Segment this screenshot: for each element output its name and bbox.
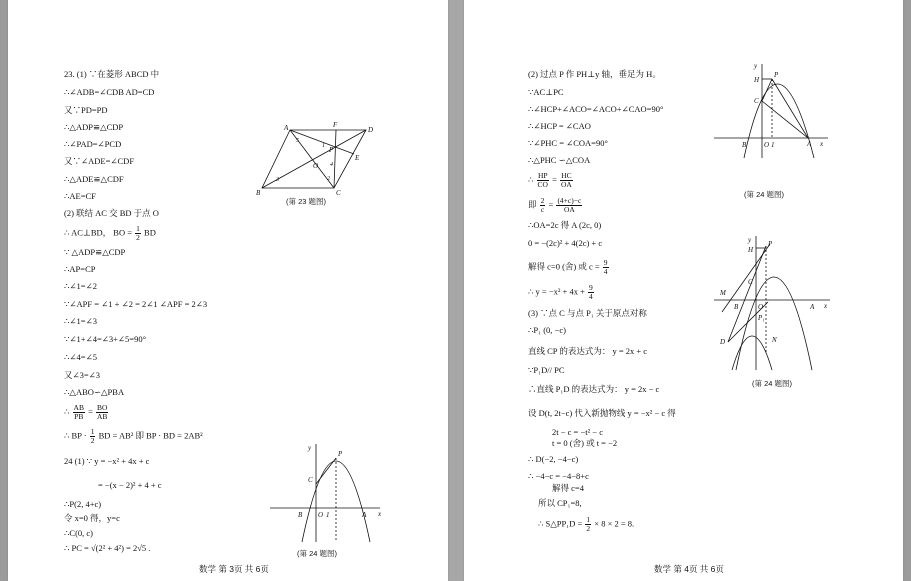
label-o: O [313, 162, 319, 170]
label-c: C [336, 189, 341, 197]
q24-line: 0 = −(2c)² + 4(2c) + c [528, 238, 603, 248]
text-run: ∴ AC⊥BD， BO = [64, 227, 135, 238]
figure-24-parabola [260, 438, 385, 546]
q23-line: 又∵PD=PD [64, 105, 108, 115]
segment-cf [334, 130, 336, 188]
shifted-parabola-curve [732, 336, 772, 370]
numerator: 2 [540, 196, 545, 205]
q24-line: t = 0 (舍) 或 t = −2 [552, 438, 618, 448]
q24-line: 设 D(t, 2t−c) 代入新抛物线 y = −x² − c 得 [528, 408, 676, 418]
numerator: 1 [586, 515, 591, 524]
label-c: C [754, 97, 759, 105]
q23-line: 23. (1) ∵在菱形 ABCD 中 [64, 69, 160, 79]
fraction [588, 284, 594, 301]
segment-cp [316, 458, 336, 484]
label-o: O [318, 511, 324, 519]
fraction [585, 516, 591, 533]
numerator: BO [97, 403, 108, 412]
label-m: M [720, 289, 726, 297]
text-run: = [546, 199, 556, 210]
numerator: HP [537, 171, 548, 180]
q23-line: ∴∠4=∠5 [64, 352, 97, 362]
figure-24-caption: (第 24 题图) [752, 379, 793, 388]
q23-line [64, 404, 109, 421]
label-p: P [768, 240, 773, 248]
q23-line: ∴AE=CF [64, 191, 96, 201]
q23-line: ∵ △ADP≌△CDP [64, 247, 126, 257]
fraction [90, 428, 96, 445]
text-run: ∴ y = −x² + 4x + [528, 286, 588, 297]
q23-line: ∴∠PAD=∠PCD [64, 139, 122, 149]
q24-line: ∴ D(−2, −4−c) [528, 454, 579, 464]
q23-line: ∴∠1=∠3 [64, 316, 97, 326]
q24-line: ∴∠HCP+∠ACO=∠ACO+∠CAO=90° [528, 104, 664, 114]
fraction [96, 404, 108, 421]
page-footer: 数学 第 4页 共 6页 [654, 564, 724, 574]
label-h: H [748, 246, 754, 254]
q24-line: ∵P₁D// PC [528, 365, 565, 375]
denominator: CO [537, 180, 548, 189]
text-run: ∴ S△PP₁D = [538, 518, 585, 529]
label-x: x [378, 510, 382, 518]
q24-line: = −(x − 2)² + 4 + c [98, 480, 162, 490]
q24-line [538, 516, 634, 533]
segment-dp [728, 246, 766, 342]
denominator: 4 [603, 267, 608, 276]
page-footer: 数学 第 3页 共 6页 [199, 564, 269, 574]
numerator: AB [73, 403, 84, 412]
angle-label: 3 [276, 177, 279, 183]
numerator: (4+c)−c [557, 196, 582, 205]
parabola-curve [302, 461, 370, 542]
q24-line [528, 172, 574, 189]
denominator: c [540, 205, 545, 214]
fraction [135, 225, 141, 242]
fraction [540, 197, 546, 214]
q23-line: ∴AP=CP [64, 264, 96, 274]
text-run: ∴ BP · [64, 430, 89, 441]
q24-line: 令 x=0 得，y=c [64, 513, 120, 523]
label-n: N [772, 336, 777, 344]
text-run: ∴ [64, 406, 72, 417]
parabola-curve [744, 84, 814, 158]
text-run: × 8 × 2 = 8. [592, 518, 635, 529]
numerator: 1 [136, 224, 140, 233]
text-run: 解得 c=0 (舍) 或 c = [528, 261, 602, 272]
denominator: OA [561, 180, 572, 189]
fraction [73, 404, 85, 421]
label-p: P [338, 450, 343, 458]
figure-23-rhombus [256, 118, 386, 198]
figure-23-caption: (第 23 题图) [286, 197, 327, 206]
numerator: 9 [589, 283, 593, 292]
viewer-page-gap [448, 0, 464, 581]
q24-line: 直线 CP 的表达式为： y = 2x + c [528, 346, 648, 356]
label-p: P [329, 146, 334, 154]
denominator: PB [74, 412, 84, 421]
label-c: C [748, 278, 753, 286]
page-3 [8, 0, 448, 581]
q24-line: ∴直线 P₁D 的表达式为： y = 2x − c [528, 384, 660, 394]
parabola-curve [736, 277, 812, 370]
q23-line: ∴△ABO∽△PBA [64, 387, 125, 397]
q24-line: ∴P₁ (0, −c) [528, 325, 566, 335]
label-d: D [720, 338, 726, 346]
q24-line: ∴ PC = √(2² + 4²) = 2√5 . [64, 543, 151, 553]
label-h: H [754, 76, 760, 84]
label-c: C [308, 476, 313, 484]
denominator: 2 [136, 233, 140, 242]
label-a: A [810, 303, 815, 311]
q23-line [64, 225, 156, 242]
q23-line: ∴△ADP≌△CDP [64, 122, 124, 132]
label-b: B [742, 141, 747, 149]
label-x: x [824, 302, 828, 310]
numerator: 1 [90, 427, 95, 436]
q24-line [528, 284, 595, 301]
label-y: y [748, 236, 752, 244]
angle-label: 5 [296, 138, 299, 144]
tick-one: 1 [326, 511, 330, 519]
label-x: x [820, 140, 824, 148]
figure-24-symmetric-parabolas [712, 232, 834, 372]
viewer-background-right [903, 0, 911, 581]
q23-line: ∵∠APF = ∠1 + ∠2 = 2∠1 ∠APF = 2∠3 [64, 299, 208, 309]
label-o: O [758, 303, 764, 311]
figure-24-similar-triangles [710, 60, 830, 160]
fraction [556, 197, 582, 214]
q23-line: 又∵∠ADE=∠CDF [64, 156, 135, 166]
fraction [603, 259, 609, 276]
q23-line: ∵∠1+∠4=∠3+∠5=90° [64, 334, 146, 344]
viewer-background-left [0, 0, 8, 581]
q24-line: (3) ∵点 C 与点 P₁ 关于原点对称 [528, 308, 647, 318]
q23-line [64, 428, 203, 445]
q23-line: ∴△ADE≌△CDF [64, 174, 124, 184]
q23-line: ∴∠1=∠2 [64, 281, 97, 291]
q24-line: ∴P(2, 4+c) [64, 499, 102, 509]
label-b: B [734, 303, 739, 311]
q24-line: ∵AC⊥PC [528, 87, 564, 97]
q24-line: ∴ −4−c = −4−8+c [528, 471, 589, 481]
q24-line [528, 259, 610, 276]
q24-line: ∴OA=2c 得 A (2c, 0) [528, 220, 602, 230]
angle-label: 1 [322, 143, 325, 149]
segment-ca [762, 101, 808, 138]
angle-label: 2 [327, 176, 330, 182]
numerator: HC [561, 171, 572, 180]
denominator: 2 [90, 436, 95, 445]
label-b: B [298, 511, 303, 519]
label-p: P [774, 71, 779, 79]
figure-24-caption: (第 24 题图) [744, 190, 785, 199]
segment-pa [772, 79, 808, 138]
label-y: y [754, 62, 758, 70]
label-o: O [764, 141, 770, 149]
label-a: A [362, 511, 367, 519]
page-4 [464, 0, 903, 581]
text-run: ∴ [528, 174, 536, 185]
q24-line: 2t − c = −t² − c [552, 427, 603, 437]
q24-line: 所以 CP₁=8, [538, 498, 582, 508]
text-run: = [549, 174, 560, 185]
q24-line: (2) 过点 P 作 PH⊥y 轴，垂足为 H。 [528, 69, 661, 79]
numerator: 9 [603, 258, 608, 267]
denominator: AB [97, 412, 108, 421]
text-run: 即 [528, 199, 539, 210]
q24-line: ∴C(0, c) [64, 528, 94, 538]
denominator: OA [563, 205, 575, 214]
fraction [560, 172, 573, 189]
label-e: E [355, 154, 360, 162]
denominator: 4 [589, 292, 593, 301]
q23-line: 又∠3=∠3 [64, 370, 101, 380]
q24-line: 24 (1) ∵ y = −x² + 4x + c [64, 456, 150, 466]
denominator: 2 [586, 524, 591, 533]
label-a: A [284, 124, 289, 132]
segment-cp [762, 79, 772, 101]
angle-label: 4 [330, 162, 333, 168]
q24-line: 解得 c=4 [552, 483, 584, 493]
tick-one: 1 [771, 141, 775, 149]
q24-line: ∴∠HCP = ∠CAO [528, 121, 591, 131]
text-run: BD [141, 227, 156, 238]
figure-24-caption: (第 24 题图) [297, 549, 338, 558]
q24-line: ∴△PHC ∽△COA [528, 155, 591, 165]
label-b: B [256, 189, 261, 197]
text-run: BD = AB² 即 BP · BD = 2AB² [96, 430, 203, 441]
label-f: F [333, 121, 338, 129]
label-p1: P₁ [758, 314, 765, 322]
text-run: = [85, 406, 96, 417]
fraction [537, 172, 549, 189]
label-a: A [807, 140, 812, 148]
q23-line: (2) 联结 AC 交 BD 于点 O [64, 208, 159, 218]
label-d: D [368, 126, 374, 134]
q24-line [528, 197, 583, 214]
label-y: y [308, 444, 312, 452]
q24-line: ∵∠PHC = ∠COA=90° [528, 138, 608, 148]
q23-line: ∴∠ADB=∠CDB AD=CD [64, 87, 155, 97]
